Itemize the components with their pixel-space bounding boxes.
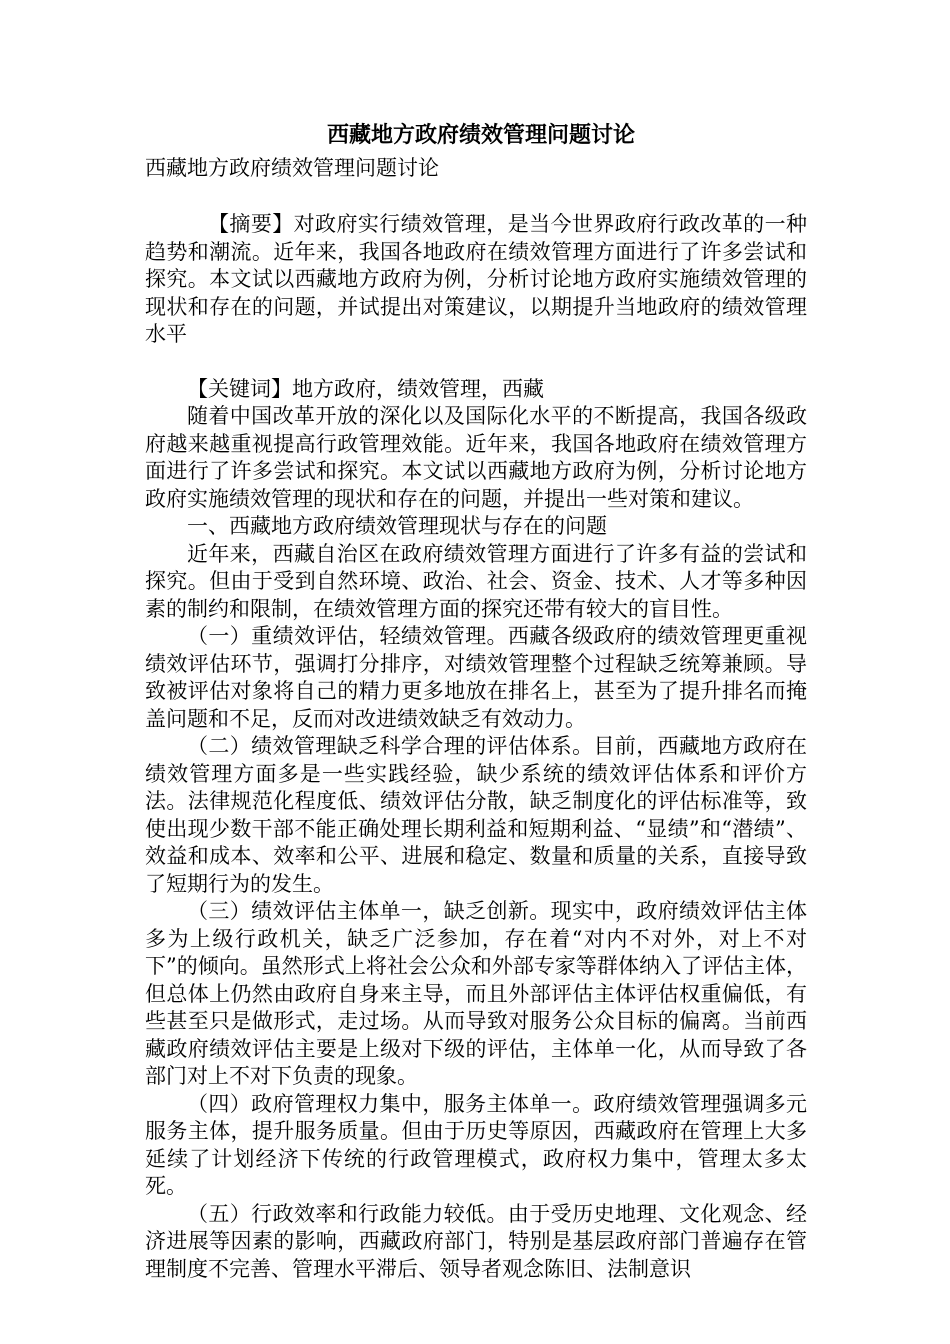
document-page	[145, 118, 807, 1283]
issue-item-1: （一）重绩效评估，轻绩效管理。西藏各级政府的绩效管理更重视绩效评估环节，强调打分排序，对绩效管理整个过程缺乏统筹兼顾。导致被评估对象将自己的精力更多地放在排名上，甚至为了提升排名而掩盖问题和不足，反而对改进绩效缺乏有效动力。	[145, 624, 807, 731]
issue-item-5: （五）行政效率和行政能力较低。由于受历史地理、文化观念、经济进展等因素的影响，西藏政府部门，特别是基层政府部门普遍存在管理制度不完善、管理水平滞后、领导者观念陈旧、法制意识	[145, 1201, 807, 1281]
document-subtitle: 西藏地方政府绩效管理问题讨论	[145, 156, 439, 180]
issue-item-4: （四）政府管理权力集中，服务主体单一。政府绩效管理强调多元服务主体，提升服务质量。但由于历史等原因，西藏政府在管理上大多延续了计划经济下传统的行政管理模式，政府权力集中，管理太多太死。	[145, 1091, 807, 1198]
section-body-paragraph: 近年来，西藏自治区在政府绩效管理方面进行了许多有益的尝试和探究。但由于受到自然环境、政治、社会、资金、技术、人才等多种因素的制约和限制，在绩效管理方面的探究还带有较大的盲目性。	[145, 541, 807, 621]
document-title: 西藏地方政府绩效管理问题讨论	[326, 122, 635, 148]
intro-paragraph: 随着中国改革开放的深化以及国际化水平的不断提高，我国各级政府越来越重视提高行政管理效能。近年来，我国各地政府在绩效管理方面进行了许多尝试和探究。本文试以西藏地方政府为例，分析讨论地方政府实施绩效管理的现状和存在的问题，并提出一些对策和建议。	[145, 404, 807, 511]
keywords-paragraph: 【关键词】地方政府，绩效管理，西藏	[187, 376, 544, 401]
issue-item-3: （三）绩效评估主体单一，缺乏创新。现实中，政府绩效评估主体多为上级行政机关，缺乏广泛参加，存在着“对内不对外，对上不对下”的倾向。虽然形式上将社会公众和外部专家等群体纳入了评估主体，但总体上仍然由政府自身来主导，而且外部评估主体评估权重偏低，有些甚至只是做形式，走过场。从而导致对服务公众目标的偏离。当前西藏政府绩效评估主要是上级对下级的评估，主体单一化，从而导致了各部门对上不对下负责的现象。	[145, 899, 807, 1088]
issue-item-2: （二）绩效管理缺乏科学合理的评估体系。目前，西藏地方政府在绩效管理方面多是一些实践经验，缺少系统的绩效评估体系和评价方法。法律规范化程度低、绩效评估分散，缺乏制度化的评估标准等，致使出现少数干部不能正确处理长期利益和短期利益、“显绩”和“潜绩”、效益和成本、效率和公平、进展和稳定、数量和质量的关系，直接导致了短期行为的发生。	[145, 734, 807, 896]
abstract-paragraph: 【摘要】对政府实行绩效管理，是当今世界政府行政改革的一种趋势和潮流。近年来，我国各地政府在绩效管理方面进行了许多尝试和探究。本文试以西藏地方政府为例，分析讨论地方政府实施绩效管理的现状和存在的问题，并试提出对策建议，以期提升当地政府的绩效管理水平	[145, 212, 807, 346]
section-heading: 一、西藏地方政府绩效管理现状与存在的问题	[187, 514, 607, 538]
